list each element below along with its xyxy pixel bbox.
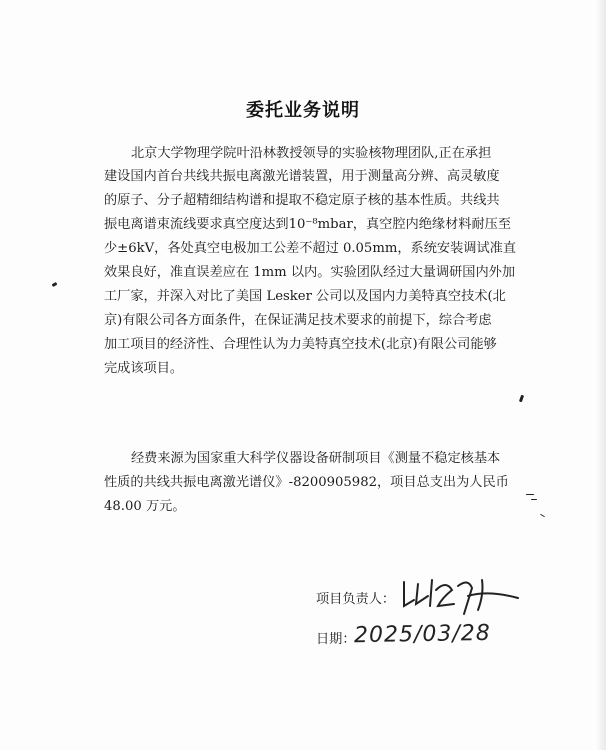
paragraph-line: 工厂家，并深入对比了美国 Lesker 公司以及国内力美特真空技术(北	[104, 289, 506, 304]
scan-speck	[519, 395, 524, 403]
scan-speck	[52, 282, 58, 287]
scan-speck	[531, 499, 537, 500]
paragraph-line: 48.00 万元。	[104, 499, 186, 514]
paragraph-line: 的原子、分子超精细结构谱和提取不稳定原子核的基本性质。共线共	[104, 193, 500, 208]
scan-speck	[526, 494, 534, 495]
paragraph-line: 建设国内首台共线共振电离激光谱装置，用于测量高分辨、高灵敏度	[104, 169, 500, 184]
scan-speck	[540, 514, 545, 517]
paragraph-line: 北京大学物理学院叶沿林教授领导的实验核物理团队,正在承担	[131, 146, 492, 161]
date-label: 日期：	[316, 632, 356, 647]
paragraph-line: 完成该项目。	[104, 361, 184, 376]
responsible-person-label: 项目负责人：	[316, 592, 396, 607]
document-title: 委托业务说明	[246, 100, 360, 121]
paragraph-line: 效果良好，准直误差应在 1mm 以内。实验团队经过大量调研国内外加	[104, 265, 516, 280]
paragraph-line: 经费来源为国家重大科学仪器设备研制项目《测量不稳定核基本	[131, 451, 501, 466]
paragraph-line: 振电离谱束流线要求真空度达到10⁻⁸mbar，真空腔内绝缘材料耐压至	[104, 217, 512, 232]
handwritten-date: 2025/03/28	[353, 620, 492, 649]
paragraph-line: 加工项目的经济性、合理性认为力美特真空技术(北京)有限公司能够	[104, 337, 497, 352]
handwritten-signature	[398, 570, 528, 620]
paragraph-line: 京)有限公司各方面条件，在保证满足技术要求的前提下，综合考虑	[104, 313, 492, 328]
paragraph-line: 少±6kV，各处真空电极加工公差不超过 0.05mm，系统安装调试准直	[104, 241, 517, 256]
paragraph-line: 性质的共线共振电离激光谱仪》-8200905982，项目总支出为人民币	[104, 475, 509, 490]
